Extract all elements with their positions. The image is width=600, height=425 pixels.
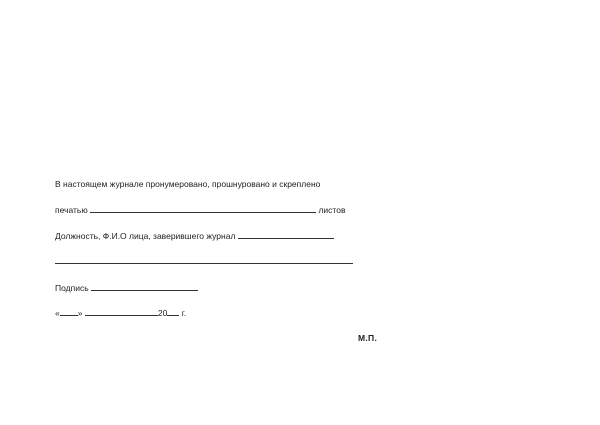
seal-label: печатью bbox=[55, 205, 88, 215]
signature-blank bbox=[91, 282, 198, 291]
date-line bbox=[55, 307, 186, 318]
certificate-line-2 bbox=[55, 204, 345, 215]
certificate-line-3 bbox=[55, 230, 334, 241]
certificate-line-1 bbox=[55, 179, 320, 189]
position-name-blank bbox=[238, 230, 334, 239]
year-prefix: 20 bbox=[157, 308, 168, 318]
year-blank bbox=[167, 307, 179, 316]
date-open-quote: « bbox=[55, 308, 60, 318]
signature-label: Подпись bbox=[55, 283, 89, 293]
year-suffix: г. bbox=[181, 308, 187, 318]
position-name-label: Должность, Ф.И.О лица, заверившего журнал bbox=[55, 231, 236, 241]
stamp-placeholder: М.П. bbox=[358, 333, 378, 343]
sheets-label: листов bbox=[318, 205, 346, 215]
certificate-statement: В настоящем журнале пронумеровано, прошнуровано и скреплено bbox=[55, 179, 321, 189]
month-blank bbox=[85, 307, 158, 316]
position-name-continuation-rule bbox=[55, 263, 353, 264]
signature-line bbox=[55, 282, 198, 293]
date-close-quote: » bbox=[77, 308, 83, 318]
sheet-count-blank bbox=[90, 204, 316, 213]
day-blank bbox=[60, 307, 78, 316]
